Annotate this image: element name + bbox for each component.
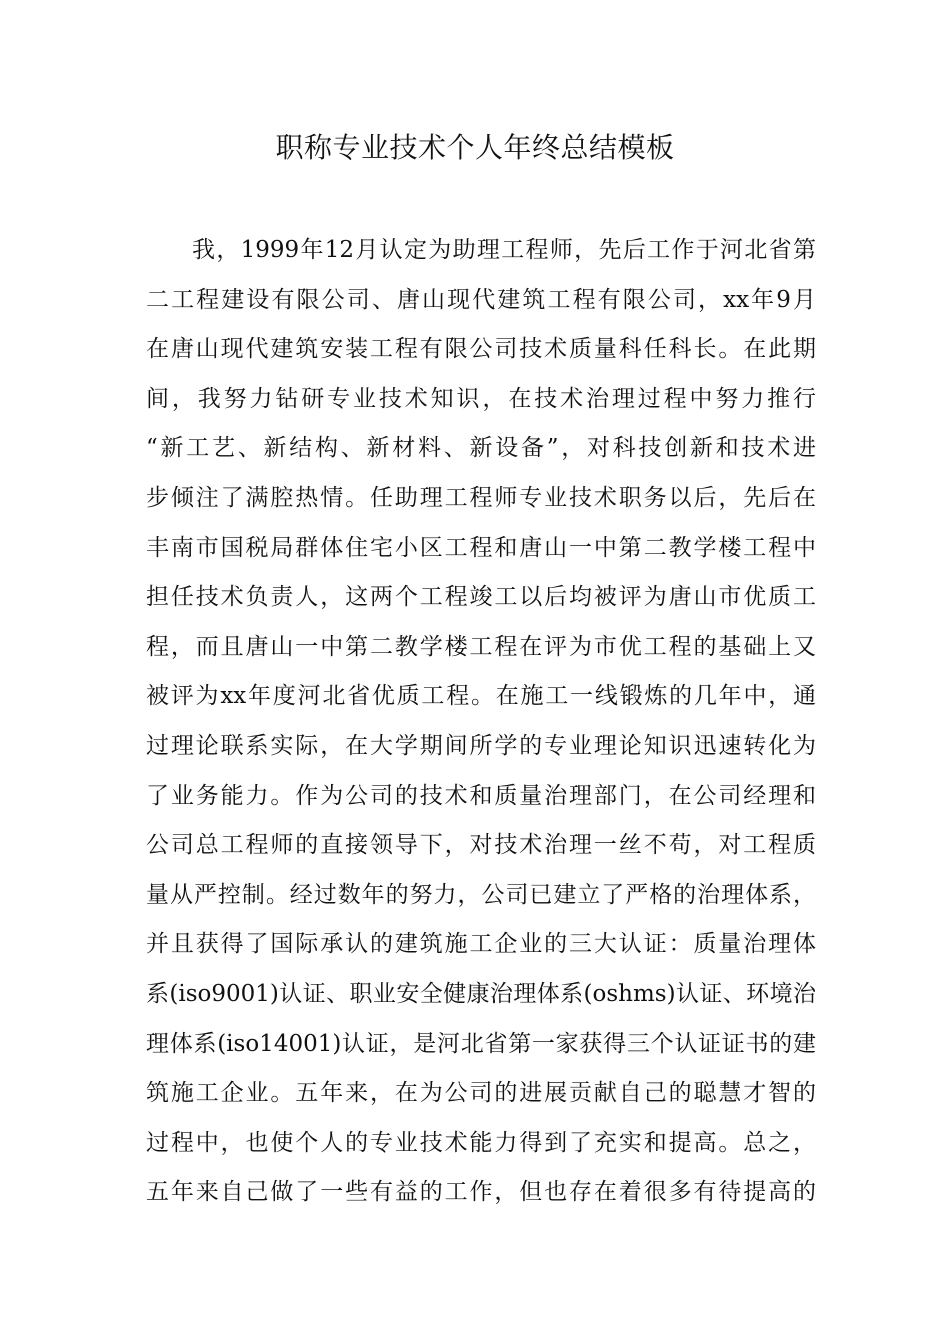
body-line: “新工艺、新结构、新材料、新设备”，对科技创新和技术进 xyxy=(146,435,816,462)
body-line: 过程中，也使个人的专业技术能力得到了充实和提高。总之， xyxy=(146,1129,816,1156)
document-body xyxy=(146,226,816,1218)
body-line: 程，而且唐山一中第二教学楼工程在评为市优工程的基础上又 xyxy=(146,633,816,660)
body-line: 被评为xx年度河北省优质工程。在施工一线锻炼的几年中，通 xyxy=(146,683,816,710)
body-line: 了业务能力。作为公司的技术和质量治理部门，在公司经理和 xyxy=(146,782,816,809)
body-line: 步倾注了满腔热情。任助理工程师专业技术职务以后，先后在 xyxy=(146,484,816,511)
body-line: 丰南市国税局群体住宅小区工程和唐山一中第二教学楼工程中 xyxy=(146,534,816,561)
body-line: 系(iso9001)认证、职业安全健康治理体系(oshms)认证、环境治 xyxy=(146,980,816,1007)
document-title: 职称专业技术个人年终总结模板 xyxy=(275,131,675,164)
body-line: 五年来自己做了一些有益的工作，但也存在着很多有待提高的 xyxy=(146,1179,816,1206)
body-line: 量从严控制。经过数年的努力，公司已建立了严格的治理体系， xyxy=(146,881,816,908)
body-line: 过理论联系实际，在大学期间所学的专业理论知识迅速转化为 xyxy=(146,732,816,759)
body-line: 间，我努力钻研专业技术知识，在技术治理过程中努力推行 xyxy=(146,385,816,412)
body-line: 在唐山现代建筑安装工程有限公司技术质量科任科长。在此期 xyxy=(146,336,816,363)
body-line: 公司总工程师的直接领导下，对技术治理一丝不苟，对工程质 xyxy=(146,832,816,859)
body-line: 筑施工企业。五年来，在为公司的进展贡献自己的聪慧才智的 xyxy=(146,1080,816,1107)
body-line: 并且获得了国际承认的建筑施工企业的三大认证：质量治理体 xyxy=(146,931,816,958)
body-line: 担任技术负责人，这两个工程竣工以后均被评为唐山市优质工 xyxy=(146,584,816,611)
body-line: 理体系(iso14001)认证，是河北省第一家获得三个认证证书的建 xyxy=(146,1030,816,1057)
body-line: 我，1999年12月认定为助理工程师，先后工作于河北省第 xyxy=(192,237,816,263)
body-line: 二工程建设有限公司、唐山现代建筑工程有限公司，xx年9月 xyxy=(146,286,816,313)
